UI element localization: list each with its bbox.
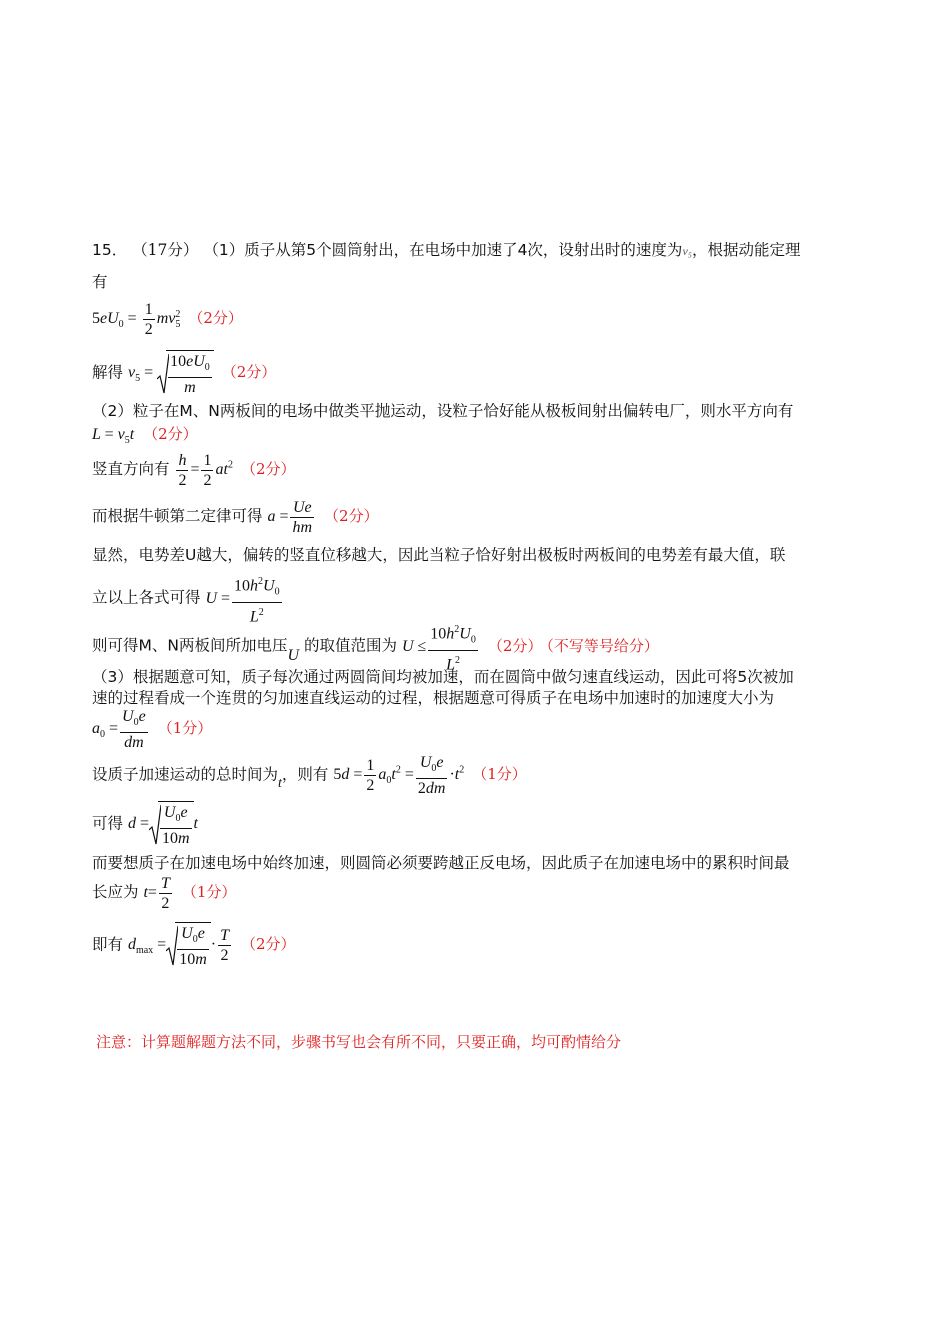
u-symbol: U <box>287 646 300 664</box>
then-label: ，则有 <box>281 765 329 784</box>
equation-2-line <box>92 350 276 397</box>
range-label-a: 则可得M、N两板间所加电压 <box>92 636 288 655</box>
score-badge: （2分） <box>221 363 277 382</box>
equation-5-line <box>92 498 379 537</box>
solve-label: 解得 <box>92 363 124 382</box>
part3-line2: 速的过程看成一个连贯的匀加速直线运动的过程，根据题意可得质子在电场中加速时的加速度大小为 <box>92 689 775 707</box>
equation-1: $5eU_0$ = $\frac{1}{2}$ mv 2 5 <box>92 301 181 338</box>
equation-6: U = $\frac{10h^2U_0}{L^2}$ <box>205 590 283 607</box>
vertical-label: 竖直方向有 <box>92 460 170 479</box>
problem-points: （17分） <box>132 241 199 259</box>
equation-9-line <box>92 753 527 798</box>
problem-heading-line <box>92 240 800 261</box>
score-badge: （1分） <box>157 719 213 738</box>
range-label-b: 的取值范围为 <box>303 636 397 655</box>
score-badge: （2分） <box>487 636 543 655</box>
combine-label: 立以上各式可得 <box>92 588 201 607</box>
sqrt-symbol: $\frac{U_0e}{10m}$ <box>166 922 211 969</box>
t-symbol: t <box>278 776 282 792</box>
score-badge: （1分） <box>181 883 237 902</box>
problem-number: 15． <box>92 241 128 259</box>
sqrt-symbol: $\frac{10eU_0}{m}$ <box>157 350 214 397</box>
equation-12: $d_{max}$ = $\frac{U_0e}{10m}$ · $\frac{T}{2}$ <box>128 936 237 953</box>
part3-line1: （3）根据题意可知，质子每次通过两圆筒间均被加速，而在圆筒中做匀速直线运动，因此可将5次被加 <box>92 668 794 686</box>
equation-7-line <box>92 620 659 674</box>
equation-1-line <box>92 300 243 339</box>
score-badge: （2分） <box>240 460 296 479</box>
equation-12-line <box>92 922 296 969</box>
equation-7: U ≤ $\frac{10h^2U_0}{L^2}$ <box>402 638 484 655</box>
equation-5: a = $\frac{Ue}{hm}$ <box>267 499 313 536</box>
sqrt-symbol: $\frac{U_0e}{10m}$ <box>149 801 194 848</box>
equation-2: $v_5$ = $\frac{10eU_0}{m}$ <box>128 364 218 381</box>
score-badge: （2分） <box>324 507 379 526</box>
equation-11: t= $\frac{T}{2}$ <box>143 875 170 912</box>
newton-label: 而根据牛顿第二定律可得 <box>92 507 263 526</box>
obvious-text: 显然，电势差U越大，偏转的竖直位移越大，因此当粒子恰好射出极板时两板间的电势差有最大值，联 <box>92 546 786 564</box>
range-note: （不写等号给分） <box>546 636 659 655</box>
get-label: 可得 <box>92 814 124 833</box>
part1-intro: （1）质子从第5个圆筒射出，在电场中加速了4次，设射出时的速度为 <box>203 241 683 259</box>
score-badge: （2分） <box>241 935 296 954</box>
score-badge: （1分） <box>472 765 527 784</box>
part1-intro-line2: 有 <box>92 273 108 291</box>
keep-line1: 而要想质子在加速电场中始终加速，则圆筒必须要跨越正反电场，因此质子在加速电场中的累积时间最 <box>92 854 790 872</box>
equation-10: d = $\frac{U_0e}{10m}$ t <box>128 815 198 832</box>
equation-11-line <box>92 874 236 913</box>
equation-10-line <box>92 801 198 848</box>
score-badge: （2分） <box>143 425 198 443</box>
part1-intro-end: ，根据动能定理 <box>691 241 801 259</box>
keep-line2: 长应为 <box>92 883 139 902</box>
equation-4-line <box>92 451 295 490</box>
footnote: 注意：计算题解题方法不同，步骤书写也会有所不同，只要正确，均可酌情给分 <box>96 1033 622 1051</box>
equation-4: $\frac{h}{2}$ = $\frac{1}{2}$ $at^2$ <box>178 452 233 489</box>
equation-3-line <box>92 424 198 451</box>
equation-8: $a_0$ = $\frac{U_0e}{dm}$ <box>92 708 146 752</box>
part2-intro: （2）粒子在M、N两板间的电场中做类平抛运动，设粒子恰好能从极板间射出偏转电厂，则水平方向有 <box>92 402 794 420</box>
thus-label: 即有 <box>92 935 124 954</box>
time-label: 设质子加速运动的总时间为 <box>92 765 279 784</box>
v5-symbol: v₅ <box>682 244 692 258</box>
equation-6-line <box>92 572 284 626</box>
equation-8-line <box>92 707 212 752</box>
equation-3: $L = v_5t$ <box>92 426 135 447</box>
equation-9: 5d = $\frac{1}{2}$ $a_0t^2$ = $\frac{U_0e}{2dm}$ $\cdot t^2$ <box>333 754 465 798</box>
score-badge: （2分） <box>188 309 243 328</box>
